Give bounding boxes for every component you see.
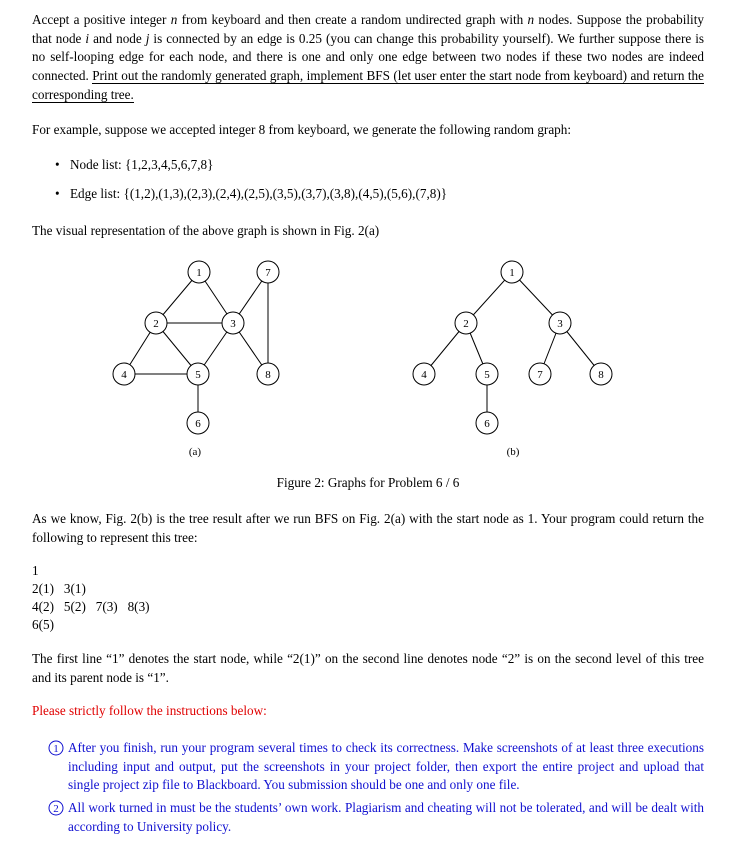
circled-number-2-icon	[48, 800, 66, 818]
node-label-7: 7	[537, 369, 543, 381]
var-n: n	[527, 12, 535, 27]
explanation-paragraph: The first line “1” denotes the start node, while “2(1)” on the second line denotes node “2” is on the second level of this tree and its parent node is “1”.	[32, 651, 704, 685]
node-label-4: 4	[421, 369, 427, 381]
node-label-2: 2	[153, 318, 159, 330]
intro-text-5: is connected by an edge is 0.25 (you can change this probability yourself). We further suppose there is no self-looping edge for each node, and there is one and only one edge between two nodes if these two nodes are indeed connected.	[32, 30, 705, 84]
bullet-dot: •	[55, 186, 60, 201]
tree-line-4: 6(5)	[32, 617, 54, 632]
graph-a	[113, 261, 279, 434]
bullet-label: Edge list:	[70, 186, 121, 201]
node-label-3: 3	[230, 318, 236, 330]
as-we-know-paragraph: As we know, Fig. 2(b) is the tree result after we run BFS on Fig. 2(a) with the start node as 1. Your program could return the following to represent this tree:	[32, 511, 704, 545]
tree-line-1: 1	[32, 563, 39, 578]
node-label-2: 2	[463, 318, 469, 330]
visual-line: The visual representation of the above graph is shown in Fig. 2(a)	[32, 223, 380, 238]
node-label-4: 4	[121, 369, 127, 381]
figure-caption: Figure 2: Graphs for Problem 6 / 6	[276, 475, 460, 490]
intro-text-3: nodes. Suppose the probability that node	[32, 12, 704, 46]
var-n: n	[170, 12, 178, 27]
circled-number-1-icon	[48, 740, 66, 758]
node-label-5: 5	[195, 369, 201, 381]
bullet-value: {(1,2),(1,3),(2,3),(2,4),(2,5),(3,5),(3,7),(3,8),(4,5),(5,6),(7,8)}	[123, 186, 448, 201]
node-label-8: 8	[598, 369, 604, 381]
intro-text-1: Accept a positive integer	[32, 12, 167, 27]
node-label-8: 8	[265, 369, 271, 381]
caption-a: (a)	[188, 446, 202, 458]
instruction-2: All work turned in must be the students’ own work. Plagiarism and cheating will not be tolerated, and will be dealt with according to University policy.	[68, 800, 704, 834]
node-label-7: 7	[265, 267, 271, 279]
instruction-1: After you finish, run your program several times to check its correctness. Make screenshots of at least three executions including input and output, put the screenshots in your project folder, then export the entire project and upload that single project zip file to Blackboard. You submission should be one and only one file.	[68, 740, 704, 793]
tree-line-2: 2(1) 3(1)	[32, 581, 86, 596]
var-i: i	[85, 30, 90, 46]
node-label-1: 1	[196, 267, 202, 279]
graph-b	[413, 261, 612, 434]
var-j: j	[145, 30, 150, 46]
node-label-5: 5	[484, 369, 490, 381]
caption-b: (b)	[506, 446, 520, 458]
warning-text: Please strictly follow the instructions below:	[32, 703, 267, 718]
bullet-dot: •	[55, 157, 60, 172]
intro-text-4: and node	[93, 30, 142, 46]
instruction-num: 2	[53, 803, 59, 815]
node-label-3: 3	[557, 318, 563, 330]
node-label-1: 1	[509, 267, 515, 279]
instruction-num: 1	[53, 743, 59, 755]
node-label-6: 6	[484, 418, 490, 430]
bullet-value: {1,2,3,4,5,6,7,8}	[124, 157, 214, 172]
task-statement: Print out the randomly generated graph, implement BFS (let user enter the start node from keyboard) and return the corresponding tree.	[32, 68, 704, 102]
node-label-6: 6	[195, 418, 201, 430]
tree-line-3: 4(2) 5(2) 7(3) 8(3)	[32, 599, 150, 614]
example-intro: For example, suppose we accepted integer 8 from keyboard, we generate the following random graph:	[32, 122, 572, 137]
intro-text-2: from keyboard and then create a random undirected graph with	[181, 12, 524, 27]
bullet-label: Node list:	[70, 157, 122, 172]
